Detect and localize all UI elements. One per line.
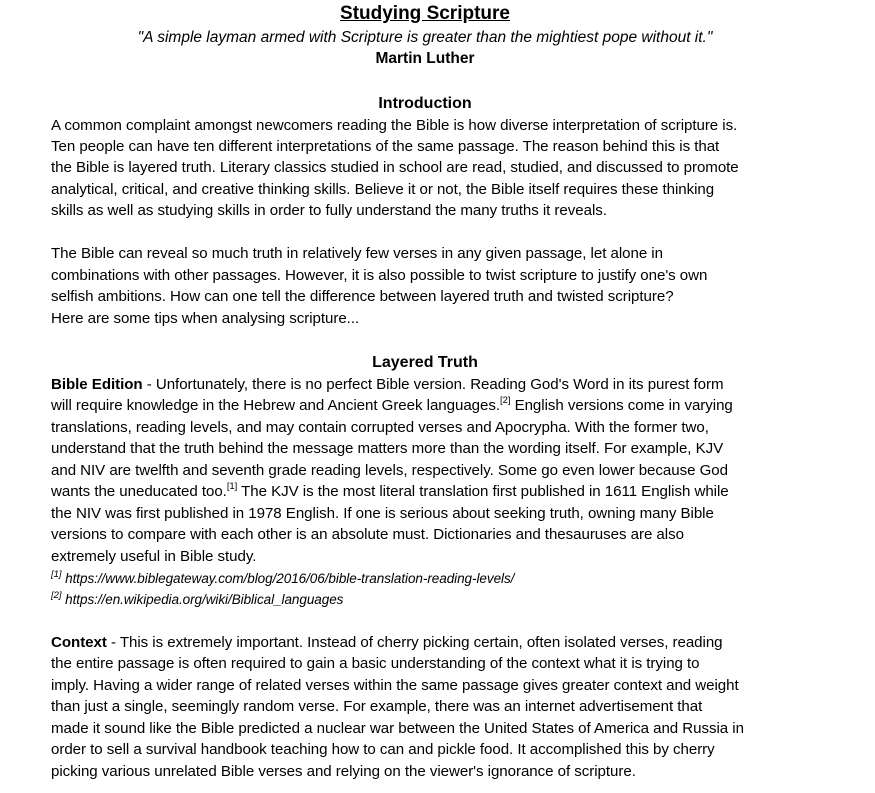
intro-para2-line: Here are some tips when analysing scripture... [51,310,360,327]
context-line: made it sound like the Bible predicted a nuclear war between the United States of America and Russia in [51,720,744,737]
intro-para2-line: The Bible can reveal so much truth in relatively few verses in any given passage, let alone in [51,245,663,262]
bible-edition-line: extremely useful in Bible study. [51,548,257,565]
bible-edition-line: understand that the truth behind the message matters more than the wording itself. For example, KJV [51,440,724,457]
intro-para1-line: A common complaint amongst newcomers reading the Bible is how diverse interpretation of scripture is. [51,117,738,134]
intro-para2-line: selfish ambitions. How can one tell the difference between layered truth and twisted scripture? [51,288,674,305]
intro-para2-line: combinations with other passages. However, it is also possible to twist scripture to justify one's own [51,267,708,284]
bible-edition-line: versions to compare with each other is an absolute must. Dictionaries and thesauruses are also [51,526,684,543]
page-title: Studying Scripture [340,3,510,24]
context-line: picking various unrelated Bible verses and relying on the viewer's ignorance of scripture. [51,763,636,780]
reference-link[interactable]: https://www.biblegateway.com/blog/2016/06/bible-translation-reading-levels/ [61,571,515,586]
bible-edition-line: wants the uneducated too.[1] The KJV is the most literal translation first published in 1611 English while [51,480,729,500]
context-line: than just a single, seemingly random verse. For example, there was an internet advertisement that [51,698,703,715]
heading-layered-truth: Layered Truth [372,354,478,371]
reference-2 [51,590,343,610]
footnote-marker: [1] [226,480,238,492]
reference-1 [51,569,514,589]
intro-para1-line: skills as well as studying skills in order to fully understand the many truths it reveals. [51,202,607,219]
intro-para1-line: the Bible is layered truth. Literary classics studied in school are read, studied, and discussed to promote [51,159,739,176]
heading-introduction: Introduction [378,95,472,112]
bible-edition-term: Bible Edition [51,376,143,393]
intro-para1-line: Ten people can have ten different interpretations of the same passage. The reason behind this is that [51,138,720,155]
reference-marker: [1] [51,568,62,580]
reference-marker: [2] [51,589,62,601]
bible-edition-line: the NIV was first published in 1978 English. If one is serious about seeking truth, owning many Bible [51,505,714,522]
epigraph-quote: "A simple layman armed with Scripture is greater than the mightiest pope without it." [137,29,713,46]
context-line: the entire passage is often required to gain a basic understanding of the context what it is trying to [51,655,700,672]
reference-link[interactable]: https://en.wikipedia.org/wiki/Biblical_languages [61,592,344,607]
context-line: order to sell a survival handbook teaching how to can and pickle food. It accomplished this by cherry [51,741,715,758]
footnote-marker: [2] [500,394,511,406]
intro-para1-line: analytical, critical, and creative thinking skills. Believe it or not, the Bible itself requires these thinking [51,181,715,198]
context-line: imply. Having a wider range of related verses within the same passage gives greater context and weight [51,677,739,694]
bible-edition-line: Bible Edition - Unfortunately, there is no perfect Bible version. Reading God's Word in its purest form [51,376,724,393]
context-line: Context - This is extremely important. Instead of cherry picking certain, often isolated verses, reading [51,634,723,651]
bible-edition-line: translations, reading levels, and may contain corrupted verses and Apocrypha. With the former two, [51,419,709,436]
bible-edition-line: will require knowledge in the Hebrew and Ancient Greek languages.[2] English versions come in varying [51,394,733,414]
context-term: Context [51,634,107,651]
quote-author: Martin Luther [375,50,475,67]
bible-edition-line: and NIV are twelfth and seventh grade reading levels, respectively. Some go even lower because God [51,462,728,479]
